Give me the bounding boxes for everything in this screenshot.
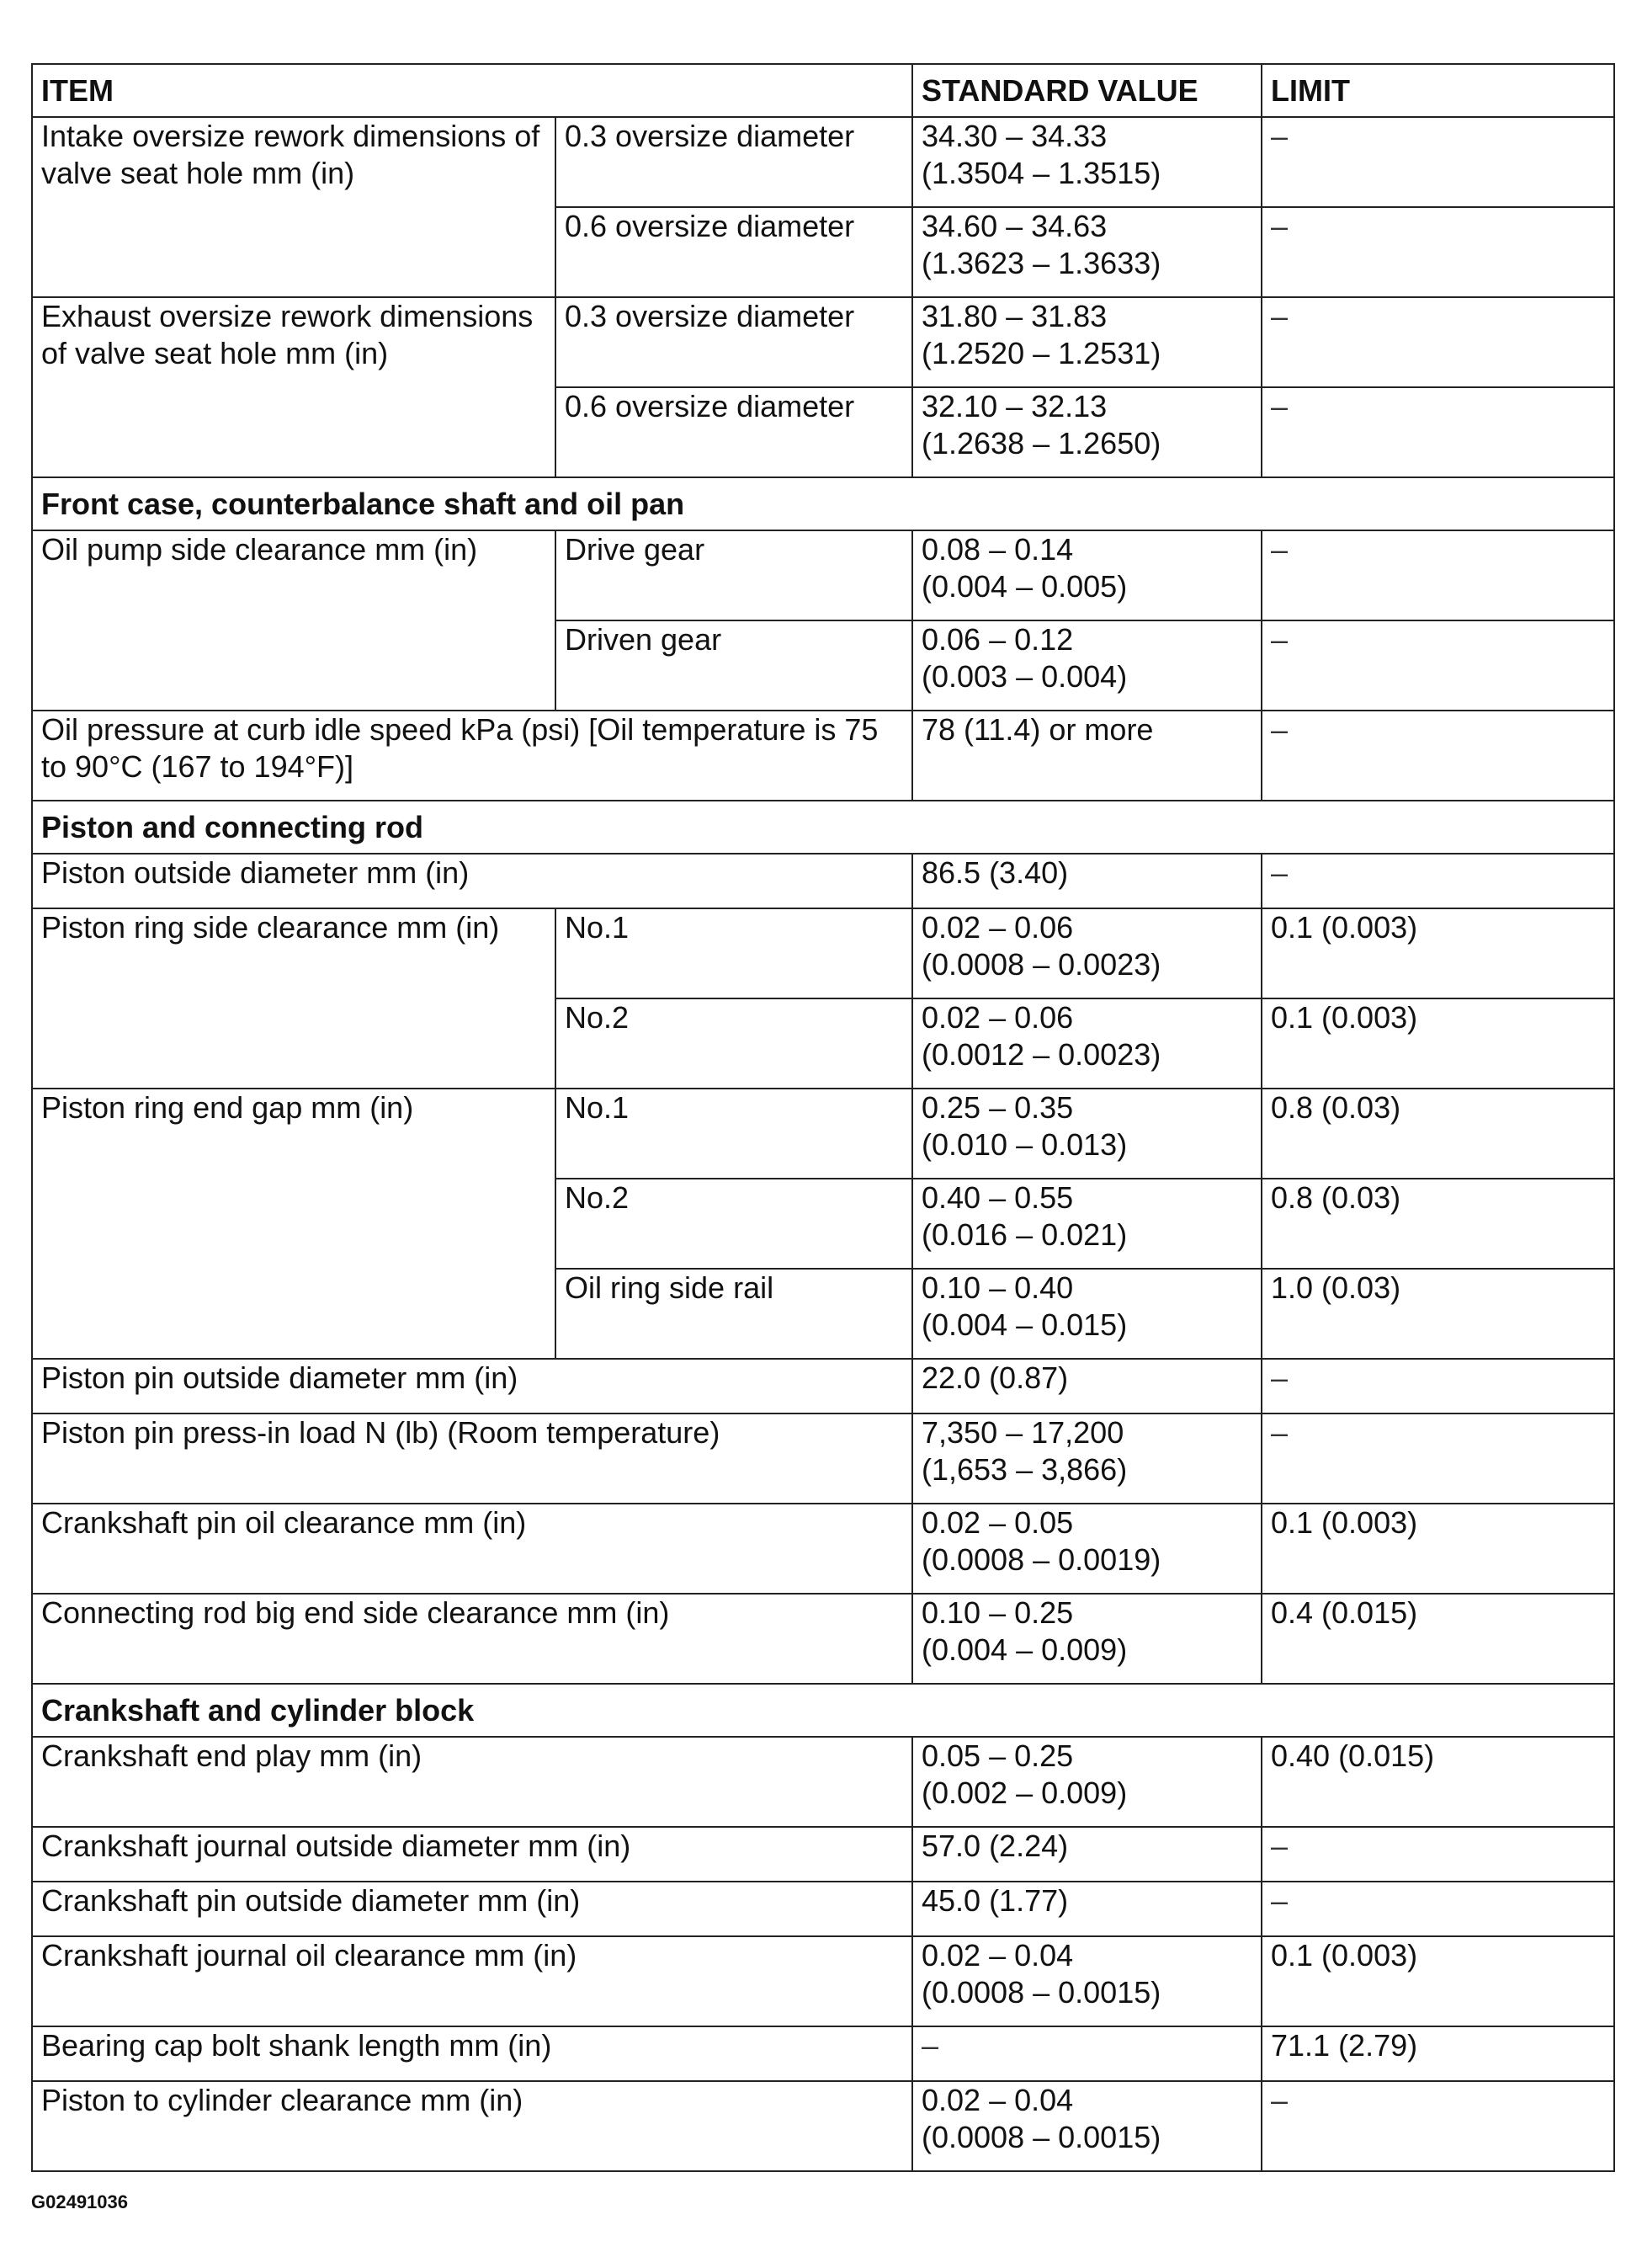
table-row [32,1089,1614,1179]
standard-value: 0.08 – 0.14 (0.004 – 0.005) [912,530,1262,620]
table-row [32,1414,1614,1504]
limit-value: – [1262,117,1614,207]
standard-value: 34.60 – 34.63 (1.3623 – 1.3633) [912,207,1262,297]
standard-value: 32.10 – 32.13 (1.2638 – 1.2650) [912,387,1262,477]
item-label: Crankshaft journal oil clearance mm (in) [32,1936,912,2026]
standard-value: 0.02 – 0.06 (0.0012 – 0.0023) [912,998,1262,1089]
standard-value: 57.0 (2.24) [912,1827,1262,1882]
table-row [32,1594,1614,1684]
standard-value: 86.5 (3.40) [912,854,1262,908]
header-limit: LIMIT [1262,64,1614,117]
table-row [32,1504,1614,1594]
sub-item: No.1 [555,908,912,998]
limit-value: – [1262,620,1614,711]
standard-value: 0.02 – 0.06 (0.0008 – 0.0023) [912,908,1262,998]
table-row [32,1827,1614,1882]
limit-value: 71.1 (2.79) [1262,2026,1614,2081]
item-label: Piston to cylinder clearance mm (in) [32,2081,912,2171]
item-label: Connecting rod big end side clearance mm (in) [32,1594,912,1684]
section-title: Crankshaft and cylinder block [32,1684,1614,1737]
sub-item: 0.6 oversize diameter [555,207,912,297]
sub-item: No.2 [555,1179,912,1269]
table-row [32,297,1614,387]
figure-code: G02491036 [31,2191,128,2212]
limit-value: 1.0 (0.03) [1262,1269,1614,1359]
standard-value: 0.02 – 0.04 (0.0008 – 0.0015) [912,2081,1262,2171]
item-label: Piston outside diameter mm (in) [32,854,912,908]
limit-value: 0.1 (0.003) [1262,998,1614,1089]
item-label: Oil pump side clearance mm (in) [32,530,555,711]
limit-value: – [1262,387,1614,477]
standard-value: 78 (11.4) or more [912,711,1262,801]
limit-value: – [1262,297,1614,387]
table-row [32,908,1614,998]
item-label: Crankshaft journal outside diameter mm (in) [32,1827,912,1882]
standard-value: 0.02 – 0.05 (0.0008 – 0.0019) [912,1504,1262,1594]
limit-value: – [1262,1882,1614,1936]
sub-item: No.2 [555,998,912,1089]
item-label: Piston pin press-in load N (lb) (Room temperature) [32,1414,912,1504]
item-label: Piston pin outside diameter mm (in) [32,1359,912,1414]
sub-item: Oil ring side rail [555,1269,912,1359]
standard-value: 34.30 – 34.33 (1.3504 – 1.3515) [912,117,1262,207]
header-row [32,64,1614,117]
table-row [32,2026,1614,2081]
limit-value: – [1262,1359,1614,1414]
standard-value: 0.40 – 0.55 (0.016 – 0.021) [912,1179,1262,1269]
standard-value: 31.80 – 31.83 (1.2520 – 1.2531) [912,297,1262,387]
limit-value: 0.8 (0.03) [1262,1179,1614,1269]
limit-value: 0.1 (0.003) [1262,1504,1614,1594]
spec-table [31,63,1615,2172]
section-row [32,1684,1614,1737]
standard-value: – [912,2026,1262,2081]
table-row [32,117,1614,207]
limit-value: 0.4 (0.015) [1262,1594,1614,1684]
limit-value: – [1262,530,1614,620]
standard-value: 0.05 – 0.25 (0.002 – 0.009) [912,1737,1262,1827]
limit-value: – [1262,1414,1614,1504]
standard-value: 45.0 (1.77) [912,1882,1262,1936]
table-row [32,1936,1614,2026]
item-label: Oil pressure at curb idle speed kPa (psi) [Oil temperature is 75 to 90°C (167 to 194°F)] [32,711,912,801]
table-row [32,2081,1614,2171]
sub-item: Driven gear [555,620,912,711]
sub-item: Drive gear [555,530,912,620]
section-title: Piston and connecting rod [32,801,1614,854]
sub-item: No.1 [555,1089,912,1179]
table-row [32,711,1614,801]
table-row [32,1737,1614,1827]
standard-value: 0.25 – 0.35 (0.010 – 0.013) [912,1089,1262,1179]
section-row [32,801,1614,854]
item-label: Bearing cap bolt shank length mm (in) [32,2026,912,2081]
table-row [32,530,1614,620]
limit-value: – [1262,711,1614,801]
limit-value: 0.40 (0.015) [1262,1737,1614,1827]
item-label: Intake oversize rework dimensions of valve seat hole mm (in) [32,117,555,297]
sub-item: 0.6 oversize diameter [555,387,912,477]
limit-value: 0.1 (0.003) [1262,1936,1614,2026]
section-title: Front case, counterbalance shaft and oil pan [32,477,1614,530]
item-label: Piston ring side clearance mm (in) [32,908,555,1089]
standard-value: 0.02 – 0.04 (0.0008 – 0.0015) [912,1936,1262,2026]
table-row [32,1359,1614,1414]
limit-value: – [1262,2081,1614,2171]
limit-value: – [1262,207,1614,297]
item-label: Piston ring end gap mm (in) [32,1089,555,1359]
standard-value: 0.06 – 0.12 (0.003 – 0.004) [912,620,1262,711]
sub-item: 0.3 oversize diameter [555,297,912,387]
header-item: ITEM [32,64,912,117]
item-label: Crankshaft pin oil clearance mm (in) [32,1504,912,1594]
limit-value: – [1262,1827,1614,1882]
item-label: Crankshaft end play mm (in) [32,1737,912,1827]
table-row [32,1882,1614,1936]
section-row [32,477,1614,530]
limit-value: – [1262,854,1614,908]
standard-value: 7,350 – 17,200 (1,653 – 3,866) [912,1414,1262,1504]
table-row [32,854,1614,908]
item-label: Exhaust oversize rework dimensions of valve seat hole mm (in) [32,297,555,477]
limit-value: 0.8 (0.03) [1262,1089,1614,1179]
header-standard: STANDARD VALUE [912,64,1262,117]
standard-value: 0.10 – 0.40 (0.004 – 0.015) [912,1269,1262,1359]
standard-value: 0.10 – 0.25 (0.004 – 0.009) [912,1594,1262,1684]
standard-value: 22.0 (0.87) [912,1359,1262,1414]
limit-value: 0.1 (0.003) [1262,908,1614,998]
item-label: Crankshaft pin outside diameter mm (in) [32,1882,912,1936]
sub-item: 0.3 oversize diameter [555,117,912,207]
